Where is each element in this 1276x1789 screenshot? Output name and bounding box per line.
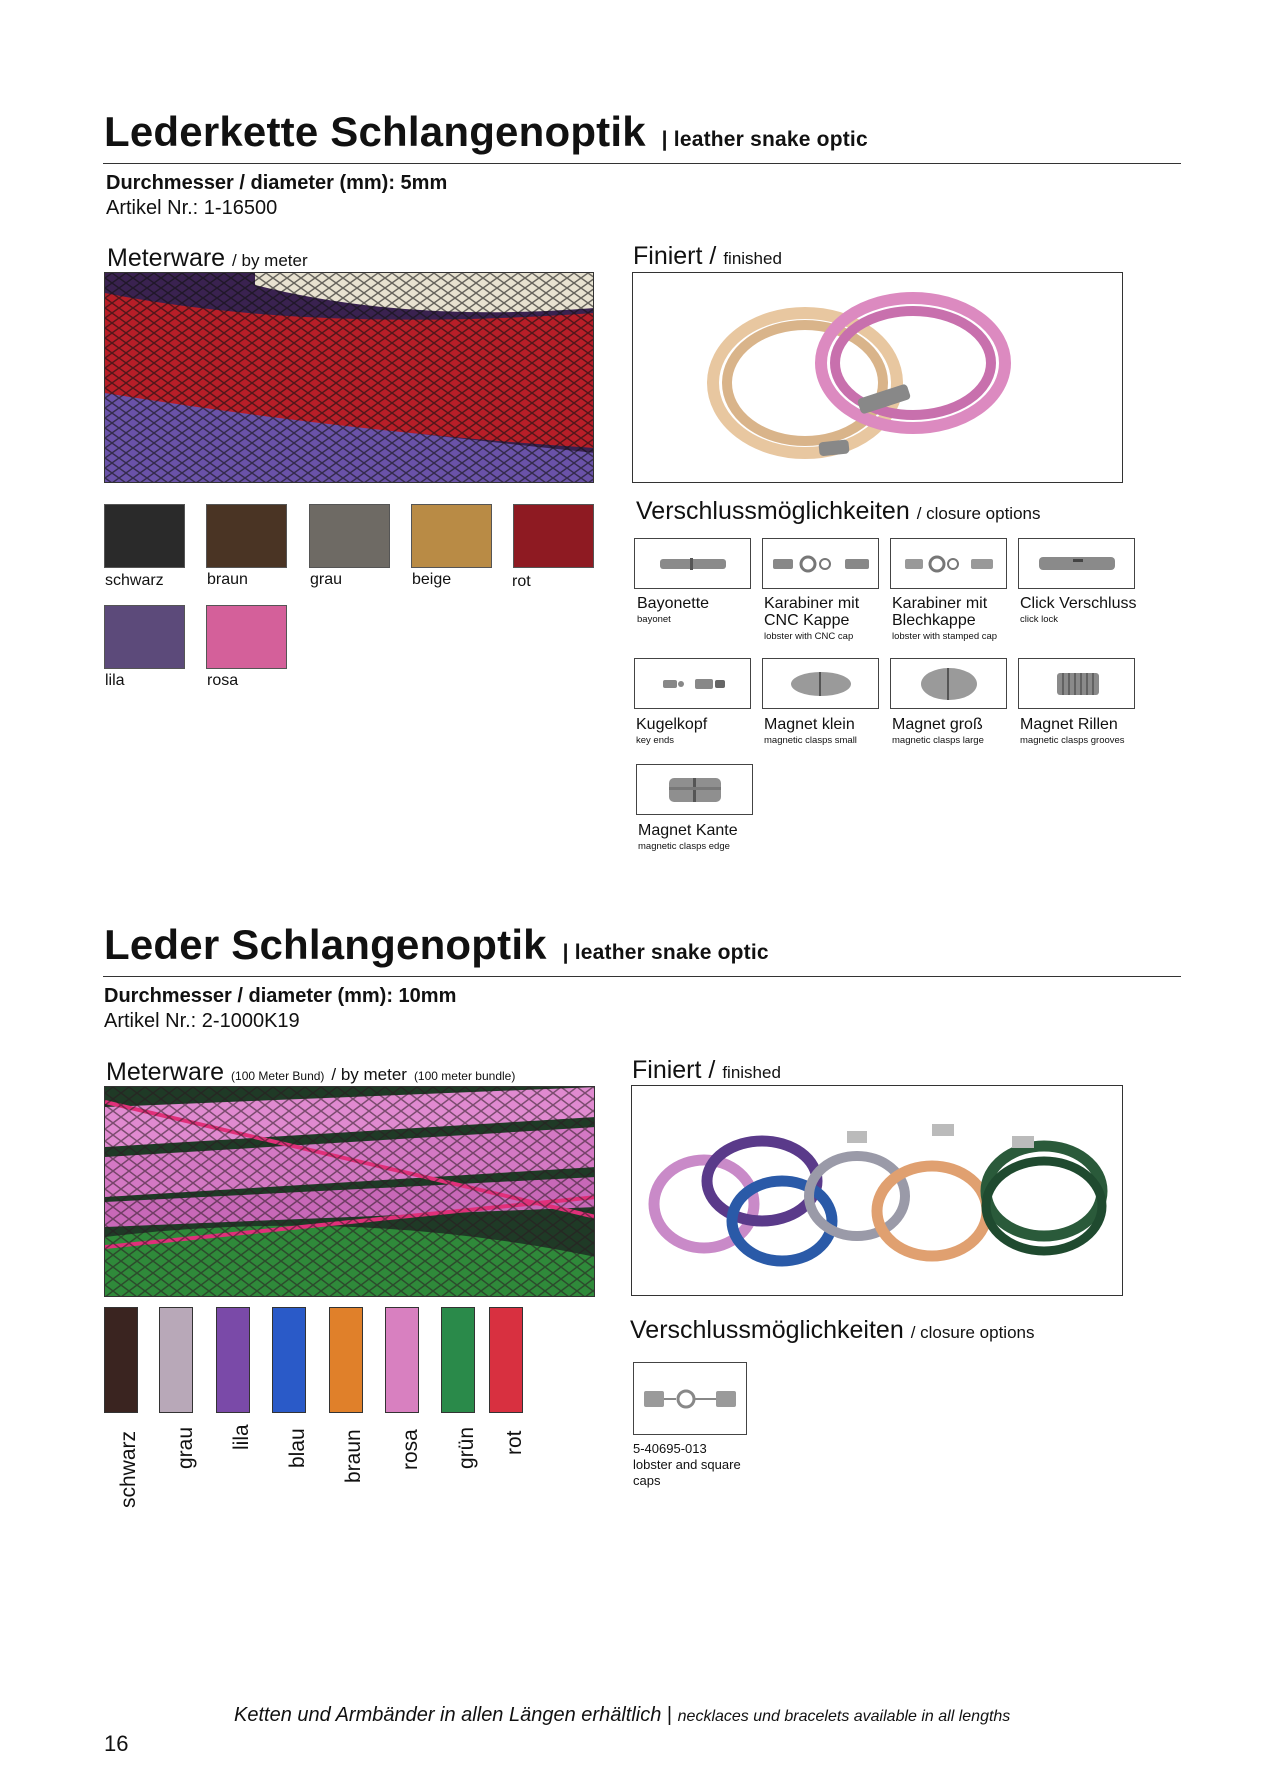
section2-article-number: Artikel Nr.: 2-1000K19 — [104, 1010, 300, 1032]
swatch-v-lila — [216, 1307, 250, 1413]
section1-divider — [103, 163, 1181, 164]
section1-title-text: Lederkette Schlangenoptik — [104, 108, 646, 155]
section2-meterware-photo — [104, 1086, 595, 1297]
closure-label-bayonette: Bayonette bayonet — [637, 595, 710, 625]
swatch-label-rot: rot — [512, 573, 531, 590]
closure-label-magnet-klein: Magnet klein magnetic clasps small — [764, 716, 857, 746]
closure-label-magnet-gross: Magnet groß magnetic clasps large — [892, 716, 984, 746]
closure-karabiner-cnc — [762, 538, 879, 589]
section2-title — [104, 921, 769, 969]
section2-finished-photo — [631, 1085, 1123, 1296]
swatch-v-rosa — [385, 1307, 419, 1413]
magnet-grooves-icon — [1019, 659, 1134, 708]
section1-meterware-photo — [104, 272, 594, 483]
closure-click-verschluss — [1018, 538, 1135, 589]
lobster-clasp-icon — [891, 539, 1006, 588]
swatch-label-schwarz: schwarz — [105, 572, 164, 589]
closure-bayonette — [634, 538, 751, 589]
magnet-edge-icon — [637, 765, 752, 814]
swatch-v-label-blau: blau — [286, 1428, 309, 1468]
swatch-v-label-rot: rot — [503, 1430, 526, 1455]
swatch-v-schwarz — [104, 1307, 138, 1413]
swatch-v-label-gruen: grün — [455, 1426, 478, 1469]
swatch-v-label-lila: lila — [230, 1424, 253, 1450]
swatch-v-braun — [329, 1307, 363, 1413]
swatch-v-grau — [159, 1307, 193, 1413]
section2-meterware-heading: Meterware (100 Meter Bund) / by meter (100 meter bundle) — [106, 1058, 516, 1086]
section2-subtitle: | leather snake optic — [562, 941, 769, 964]
lobster-clasp-icon — [634, 1363, 746, 1434]
closure-label-click: Click Verschluss click lock — [1020, 595, 1137, 625]
swatch-grau — [309, 504, 390, 568]
closure-karabiner-blech — [890, 538, 1007, 589]
section1-finished-heading: Finiert / finished — [633, 242, 782, 270]
closure-label-karabiner-cnc: Karabiner mit CNC Kappe lobster with CNC cap — [764, 595, 860, 642]
closure-desc: lobster and square caps — [633, 1457, 741, 1488]
section2-diameter: Durchmesser / diameter (mm): 10mm — [104, 985, 457, 1007]
swatch-label-grau: grau — [310, 571, 343, 588]
swatch-beige — [411, 504, 492, 568]
swatch-rot — [513, 504, 594, 568]
swatch-v-rot — [489, 1307, 523, 1413]
swatch-braun — [206, 504, 287, 568]
footer-note: Ketten und Armbänder in allen Längen erhältlich | necklaces und bracelets available in all lengths — [234, 1704, 1011, 1726]
section2-divider — [103, 976, 1181, 977]
swatch-label-lila: lila — [105, 672, 125, 689]
swatch-lila — [104, 605, 185, 669]
closure-magnet-kante — [636, 764, 753, 815]
section1-closures-heading: Verschlussmöglichkeiten / closure options — [636, 497, 1041, 525]
section1-meterware-heading: Meterware / by meter — [107, 244, 308, 272]
closure-label-magnet-kante: Magnet Kante magnetic clasps edge — [638, 822, 738, 852]
page-number: 16 — [104, 1731, 129, 1756]
swatch-v-gruen — [441, 1307, 475, 1413]
section2-closures-heading: Verschlussmöglichkeiten / closure options — [630, 1316, 1035, 1344]
swatch-schwarz — [104, 504, 185, 568]
section2-finished-heading: Finiert / finished — [632, 1056, 781, 1084]
bayonet-clasp-icon — [635, 539, 750, 588]
closure-label-kugelkopf: Kugelkopf key ends — [636, 716, 708, 746]
swatch-v-label-rosa: rosa — [399, 1429, 422, 1470]
swatch-label-beige: beige — [412, 571, 452, 588]
magnet-clasp-icon — [763, 659, 878, 708]
lobster-clasp-icon — [763, 539, 878, 588]
closure-kugelkopf — [634, 658, 751, 709]
swatch-label-rosa: rosa — [207, 672, 239, 689]
section1-article-number: Artikel Nr.: 1-16500 — [106, 197, 278, 219]
section1-diameter: Durchmesser / diameter (mm): 5mm — [106, 172, 448, 194]
magnet-clasp-icon — [891, 659, 1006, 708]
click-lock-icon — [1019, 539, 1134, 588]
closure-label-magnet-rillen: Magnet Rillen magnetic clasps grooves — [1020, 716, 1125, 746]
closure-magnet-klein — [762, 658, 879, 709]
closure-label-karabiner-blech: Karabiner mit Blechkappe lobster with stamped cap — [892, 595, 998, 642]
swatch-v-label-grau: grau — [174, 1426, 197, 1469]
closure-lobster-square-caps-label — [633, 1441, 763, 1489]
swatch-v-blau — [272, 1307, 306, 1413]
closure-magnet-gross — [890, 658, 1007, 709]
closure-magnet-rillen — [1018, 658, 1135, 709]
swatch-v-label-braun: braun — [342, 1429, 365, 1483]
closure-lobster-square-caps — [633, 1362, 747, 1435]
section1-title — [104, 108, 868, 156]
swatch-v-label-schwarz: schwarz — [117, 1430, 140, 1508]
key-ends-icon — [635, 659, 750, 708]
section2-title-text: Leder Schlangenoptik — [104, 921, 547, 968]
swatch-label-braun: braun — [207, 571, 248, 588]
section1-finished-photo — [632, 272, 1123, 483]
swatch-rosa — [206, 605, 287, 669]
section1-subtitle: | leather snake optic — [661, 128, 868, 151]
closure-code: 5-40695-013 — [633, 1441, 707, 1456]
